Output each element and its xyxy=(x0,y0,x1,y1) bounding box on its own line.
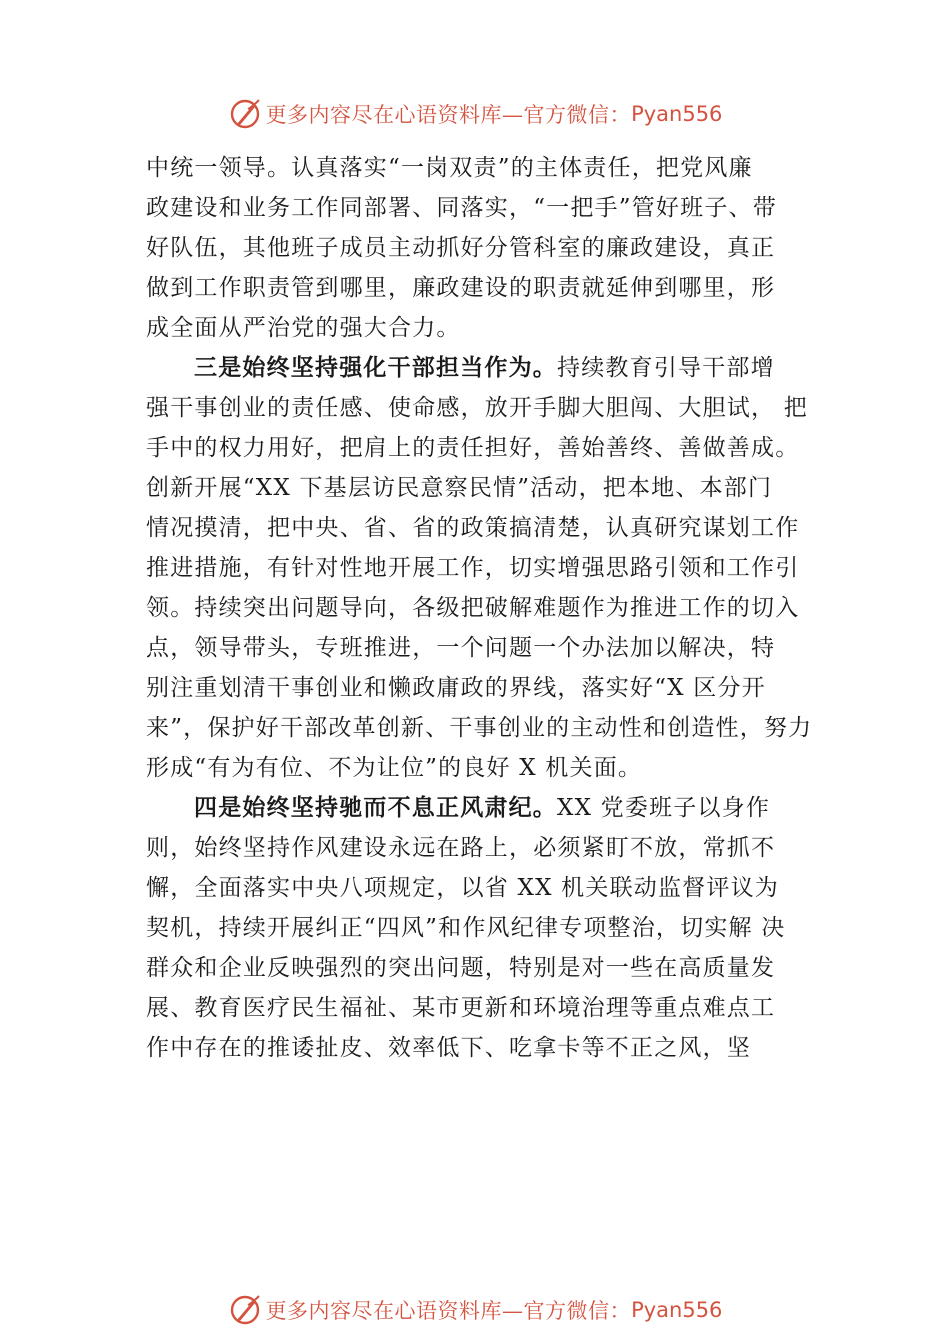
text-line: 领。持续突出问题导向，各级把破解难题作为推进工作的切入 xyxy=(146,595,800,621)
text-line: 来”，保护好干部改革创新、干事创业的主动性和创造性，努力 xyxy=(146,715,813,741)
text-line: 展、教育医疗民生福祉、某市更新和环境治理等重点难点工 xyxy=(146,995,776,1021)
text-line: 懈，全面落实中央八项规定，以省 XX 机关联动监督评议为 xyxy=(146,875,779,901)
text-line: 政建设和业务工作同部署、同落实，“一把手”管好班子、带 xyxy=(146,195,777,221)
paragraph-1 xyxy=(146,148,818,348)
paragraph-2 xyxy=(146,348,818,788)
watermark-handle: Pyan556 xyxy=(631,1298,723,1322)
text-line: 中统一领导。认真落实“一岗双责”的主体责任，把党风廉 xyxy=(146,155,753,181)
text-line: 形成“有为有位、不为让位”的良好 X 机关面。 xyxy=(146,755,643,781)
text-line: 点，领导带头，专班推进，一个问题一个办法加以解决，特 xyxy=(146,635,776,661)
text-line: 作中存在的推诿扯皮、效率低下、吃拿卡等不正之风，坚 xyxy=(146,1035,751,1061)
paragraph-heading: 四是始终坚持驰而不息正风肃纪。 xyxy=(194,794,557,821)
text-line: 创新开展“XX 下基层访民意察民情”活动，把本地、本部门 xyxy=(146,475,773,501)
footer-watermark xyxy=(0,1290,950,1330)
text-line: 做到工作职责管到哪里，廉政建设的职责就延伸到哪里，形 xyxy=(146,275,776,301)
text-run: 持续教育引导干部增 xyxy=(557,355,775,381)
text-line: 手中的权力用好，把肩上的责任担好，善始善终、善做善成。 xyxy=(146,435,800,461)
text-line: 好队伍，其他班子成员主动抓好分管科室的廉政建设，真正 xyxy=(146,235,776,261)
text-line: 群众和企业反映强烈的突出问题，特别是对一些在高质量发 xyxy=(146,955,776,981)
text-line xyxy=(146,348,818,388)
paragraph-heading: 三是始终坚持强化干部担当作为。 xyxy=(194,354,557,381)
document-body xyxy=(146,148,818,1068)
paragraph-3 xyxy=(146,788,818,1068)
text-run: XX 党委班子以身作 xyxy=(557,795,771,821)
quill-seal-icon xyxy=(228,97,262,131)
watermark-text: 更多内容尽在心语资料库—官方微信： xyxy=(265,1299,632,1323)
text-line: 强干事创业的责任感、使命感，放开手脚大胆闯、大胆试， 把 xyxy=(146,395,808,421)
text-line xyxy=(146,788,818,828)
watermark-handle: Pyan556 xyxy=(631,102,723,126)
watermark-text: 更多内容尽在心语资料库—官方微信： xyxy=(265,103,632,127)
text-line: 成全面从严治党的强大合力。 xyxy=(146,315,461,341)
text-line: 则，始终坚持作风建设永远在路上，必须紧盯不放，常抓不 xyxy=(146,835,776,861)
header-watermark xyxy=(0,94,950,134)
text-line: 契机，持续开展纠正“四风”和作风纪律专项整治，切实解 决 xyxy=(146,915,786,941)
text-line: 推进措施，有针对性地开展工作，切实增强思路引领和工作引 xyxy=(146,555,800,581)
text-line: 情况摸清，把中央、省、省的政策搞清楚，认真研究谋划工作 xyxy=(146,515,800,541)
text-line: 别注重划清干事创业和懒政庸政的界线，落实好“X 区分开 xyxy=(146,675,766,701)
quill-seal-icon xyxy=(228,1293,262,1327)
